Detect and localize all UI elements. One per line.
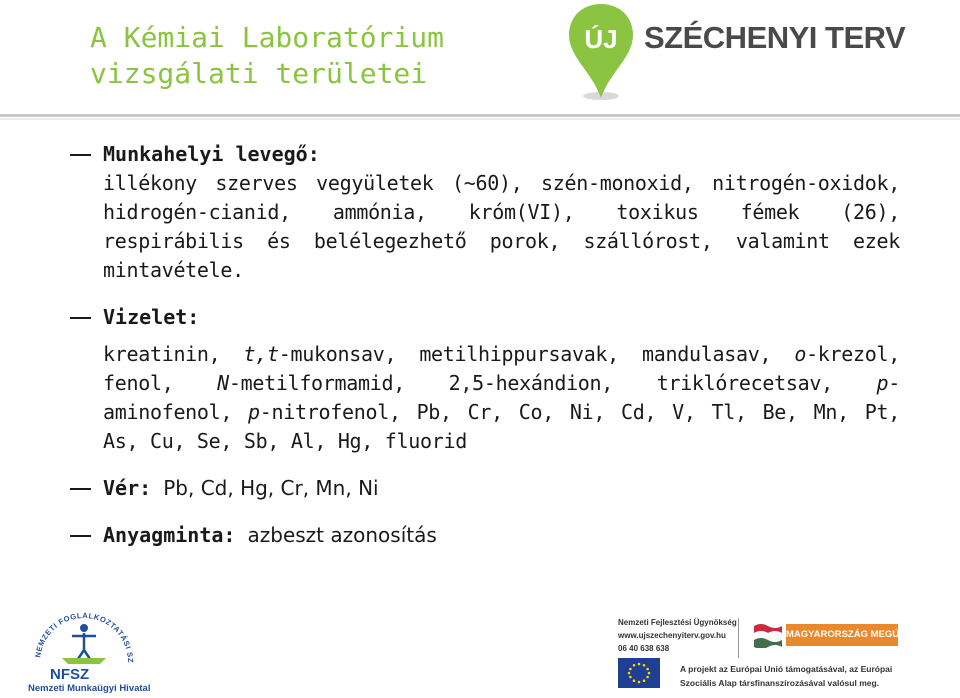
list-item-material-sample [70,521,900,550]
eu-flag-icon [618,658,660,688]
map-pin-icon [566,2,636,102]
agency-url: www.ujszechenyiterv.gov.hu [618,631,726,640]
slide-title [90,20,444,92]
eu-funding-text-line2: Szociális Alap társfinanszírozásával valósul meg. [680,678,880,688]
nfsz-emblem-icon [28,604,140,674]
content-list [70,140,900,568]
list-item-blood [70,474,900,503]
list-item-workplace-air [70,140,900,285]
item-heading: Vizelet: [103,305,200,329]
nfsz-abbr: NFSZ [50,666,90,683]
agency-phone: 06 40 638 638 [618,644,670,653]
hungarian-flag-icon [754,622,782,648]
logo-separator [738,618,739,658]
nfsz-name: Nemzeti Munkaügyi Hivatal [28,683,151,694]
brand-text: SZÉCHENYI TERV [644,20,906,55]
arc-text: NEMZETI FOGLALKOZTATÁSI SZ [33,610,136,664]
item-heading: Vér: [103,476,152,500]
list-item-urine [70,303,900,456]
slide-title-line2: vizsgálati területei [90,57,428,90]
header-divider [0,114,960,117]
nfsz-logo [28,604,151,694]
agency-name: Nemzeti Fejlesztési Ügynökség [618,618,737,627]
item-heading: Munkahelyi levegő: [103,142,320,166]
item-heading: Anyagminta: [103,523,236,547]
slide-header [0,0,960,118]
pin-text: ÚJ [584,24,618,54]
item-text: kreatinin, t,t-mukonsav, metilhippursavak, mandulasav, o-krezol, fenol, N-metilformamid, 2,5-hexándion, triklórecetsav, p-aminofenol, p-nitrofenol, Pb, Cr, Co, Ni, Cd, V, Tl, Be, Mn, Pt, As, Cu, Se, Sb, Al, Hg, fluorid [103,342,900,453]
item-text: azbeszt azonosítás [247,523,437,547]
item-text: Pb, Cd, Hg, Cr, Mn, Ni [163,476,379,500]
slide-title-line1: A Kémiai Laboratórium [90,21,445,54]
szechenyi-terv-logo [566,2,906,102]
magyarorszag-megujul-badge: MAGYARORSZÁG MEGÚJUL [786,624,898,646]
eu-funding-text-line1: A projekt az Európai Unió támogatásával, az Európai [680,664,893,674]
funding-logos [614,610,944,696]
item-text: illékony szerves vegyületek (~60), szén-monoxid, nitrogén-oxidok, hidrogén-cianid, ammónia, króm(VI), toxikus fémek (26), respirábilis és belélegezhető porok, szállórost, valamint ezek mintavétele. [103,171,900,282]
header-divider-shadow [0,118,960,120]
